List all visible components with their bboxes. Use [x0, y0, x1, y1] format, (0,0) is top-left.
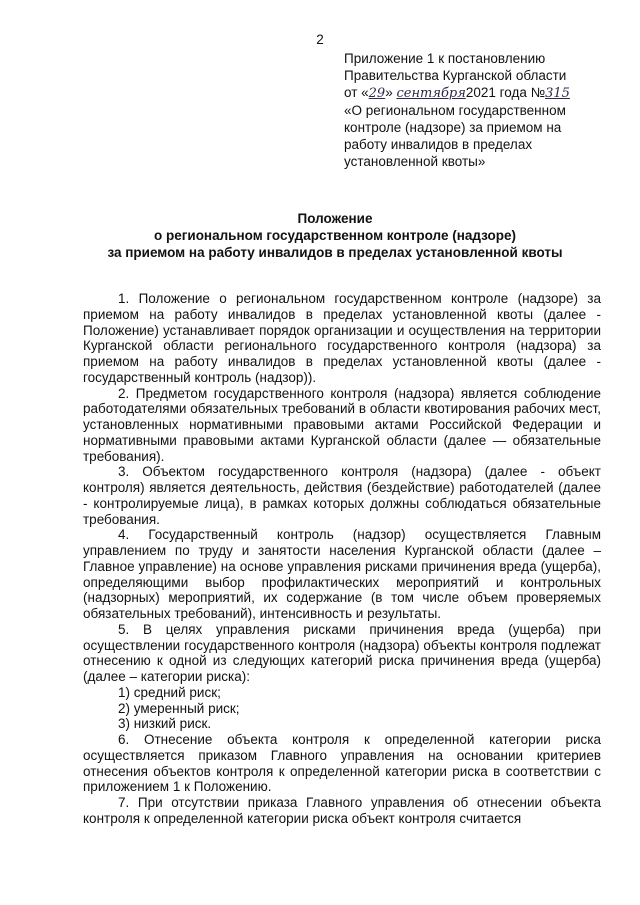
title-line: за приемом на работу инвалидов в пределах установленной квоты — [107, 245, 563, 260]
title-line: о региональном государственном контроле (надзоре) — [154, 228, 516, 243]
handwritten-day: 29 — [368, 86, 386, 101]
page-number: 2 — [316, 32, 324, 47]
paragraph: 2. Предметом государственного контроля (надзора) является соблюдение работодателями обязательных требований в области квотирования рабочих мест, установленных нормативными правовыми актами Российской Федерации и нормативными правовыми актами Курганской области (далее — обязательные требования). — [83, 385, 601, 464]
paragraph: 5. В целях управления рисками причинения вреда (ущерба) при осуществлении государственного контроля (надзора) объекты контроля подлежат отнесению к одной из следующих категорий риска причинения вреда (ущерба) (далее – категории риска): — [83, 621, 601, 684]
appendix-line: установленной квоты» — [344, 154, 486, 169]
date-prefix: от « — [344, 85, 369, 100]
list-item: 1) средний риск; — [118, 684, 221, 700]
list-item: 3) низкий риск. — [118, 716, 212, 732]
appendix-date-line — [344, 84, 614, 102]
appendix-line: Приложение 1 к постановлению — [344, 51, 546, 66]
paragraph: 7. При отсутствии приказа Главного управления об отнесении объекта контроля к определенной категории риска объект контроля считается — [83, 795, 601, 826]
title-line: Положение — [297, 211, 373, 226]
list-item: 2) умеренный риск; — [118, 700, 240, 716]
document-body — [83, 291, 601, 827]
handwritten-number: 315 — [545, 86, 570, 101]
appendix-header — [344, 50, 614, 170]
paragraph: 3. Объектом государственного контроля (надзора) (далее - объект контроля) является деятельность, действия (бездействие) работодателей (далее - контролируемые лица), в рамках которых должны соблюдаться обязательные требования. — [83, 464, 601, 527]
document-title — [70, 210, 600, 261]
appendix-line: Правительства Курганской области — [344, 68, 567, 83]
paragraph: 6. Отнесение объекта контроля к определенной категории риска осуществляется приказом Главного управления на основании критериев отнесения объектов контроля к определенной категории риска в соответствии с приложением 1 к Положению. — [83, 732, 601, 795]
handwritten-month: сентября — [396, 86, 466, 101]
date-suffix: 2021 года № — [465, 85, 546, 100]
paragraph: 1. Положение о региональном государственном контроле (надзоре) за приемом на работу инвалидов в пределах установленной квоты (далее - Положение) устанавливает порядок организации и осуществления на территории Курганской области регионального государственного контроля (надзора) за приемом на работу инвалидов в пределах установленной квоты (далее - государственный контроль (надзор)). — [83, 291, 601, 385]
appendix-line: работу инвалидов в пределах — [344, 137, 533, 152]
appendix-line: контроле (надзоре) за приемом на — [344, 120, 562, 135]
appendix-line: «О региональном государственном — [344, 103, 566, 118]
paragraph: 4. Государственный контроль (надзор) осуществляется Главным управлением по труду и занятости населения Курганской области (далее – Главное управление) на основе управления рисками причинения вреда (ущерба), определяющими выбор профилактических мероприятий и контрольных (надзорных) мероприятий, их содержание (в том числе объем проверяемых обязательных требований), интенсивность и результаты. — [83, 527, 601, 621]
date-mid: » — [385, 85, 393, 100]
